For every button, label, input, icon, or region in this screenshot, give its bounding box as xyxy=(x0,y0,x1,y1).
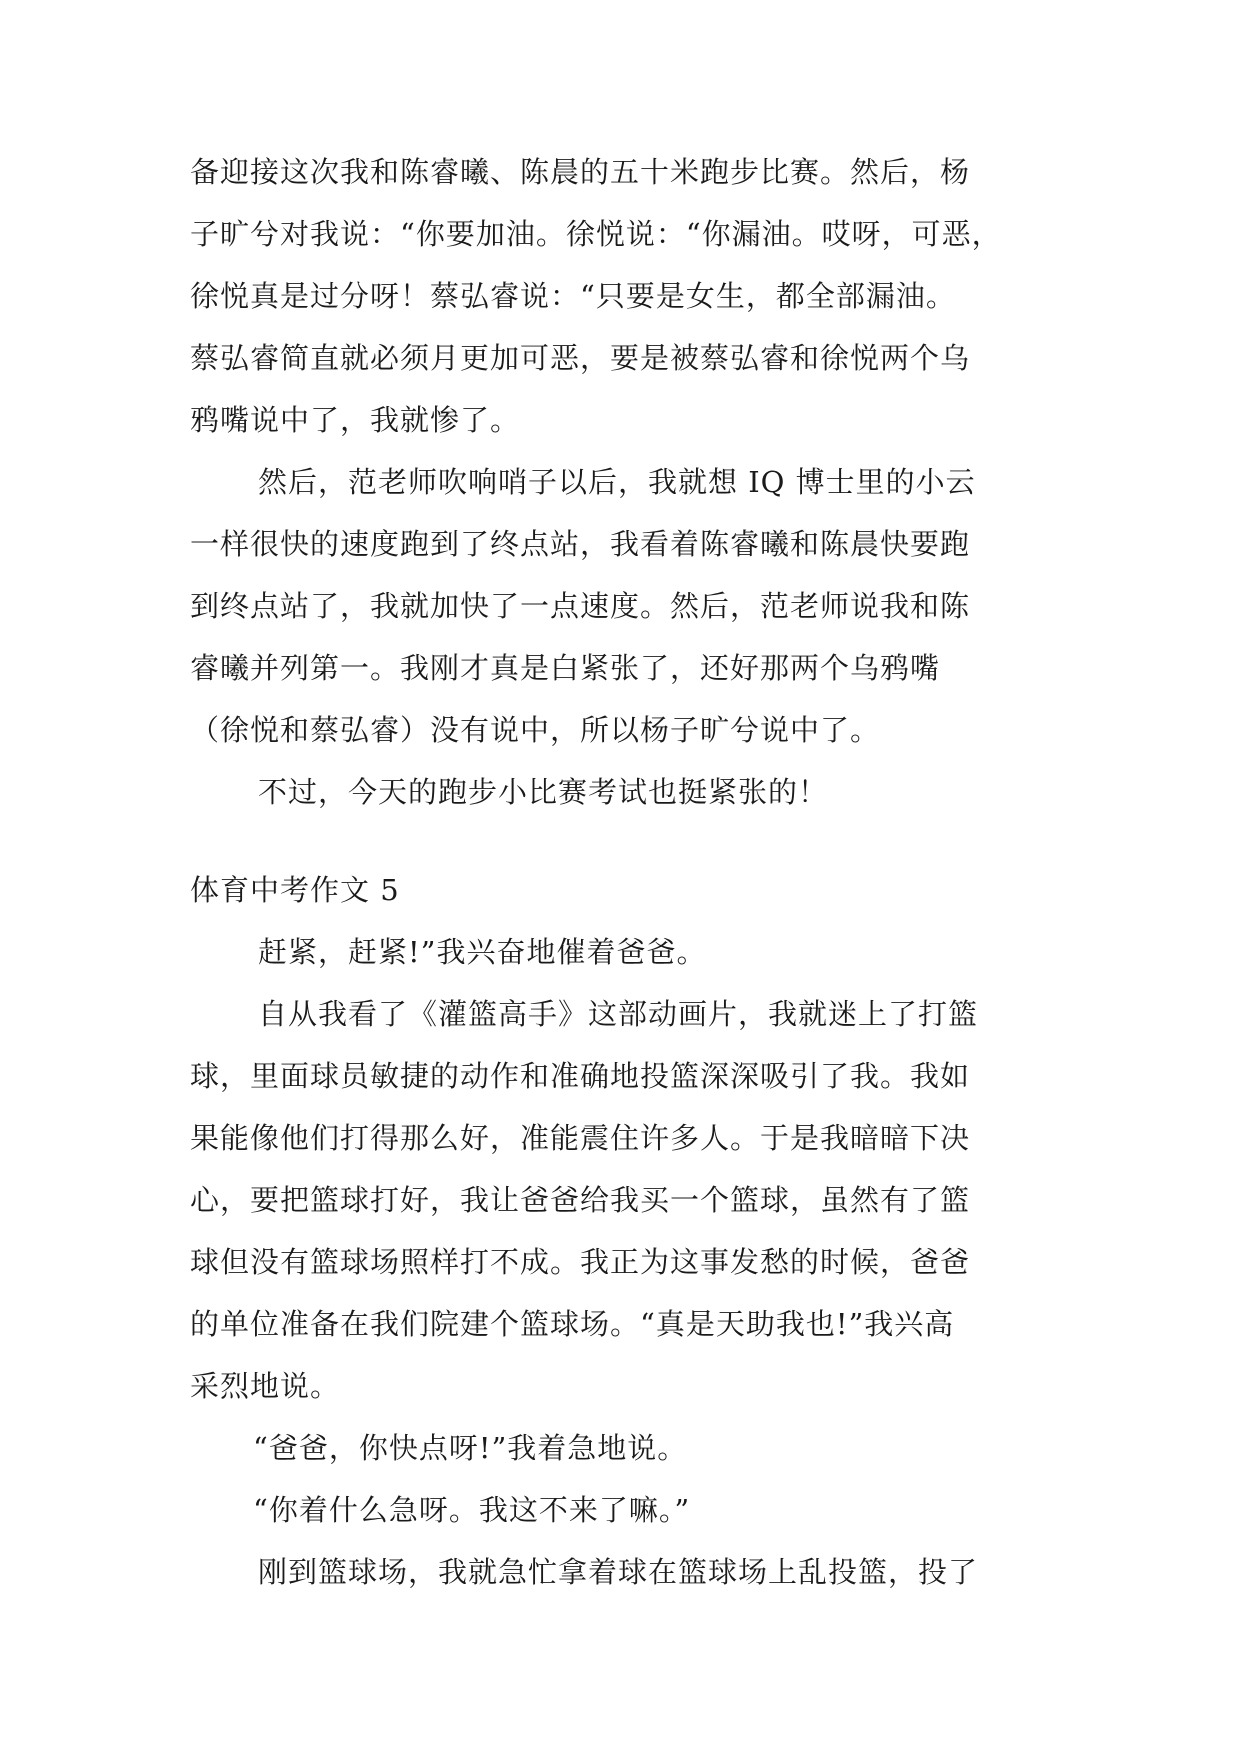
paragraph-line: 心，要把篮球打好，我让爸爸给我买一个篮球，虽然有了篮 xyxy=(190,1183,971,1217)
paragraph-line: 采烈地说。 xyxy=(190,1369,341,1403)
paragraph-line: 赶紧，赶紧!”我兴奋地催着爸爸。 xyxy=(258,935,707,969)
paragraph-line: “爸爸，你快点呀!”我着急地说。 xyxy=(253,1431,688,1465)
paragraph-line: 球，里面球员敏捷的动作和准确地投篮深深吸引了我。我如 xyxy=(190,1059,971,1093)
paragraph-line: 一样很快的速度跑到了终点站，我看着陈睿曦和陈晨快要跑 xyxy=(190,527,971,561)
paragraph-line: 果能像他们打得那么好，准能震住许多人。于是我暗暗下决 xyxy=(190,1121,971,1155)
paragraph-line: 自从我看了《灌篮高手》这部动画片，我就迷上了打篮 xyxy=(258,997,979,1031)
paragraph-line: 到终点站了，我就加快了一点速度。然后，范老师说我和陈 xyxy=(190,589,971,623)
paragraph-line: 子旷兮对我说：“你要加油。徐悦说：“你漏油。哎呀，可恶， xyxy=(190,217,1002,251)
paragraph-line: 然后，范老师吹响哨子以后，我就想 IQ 博士里的小云 xyxy=(258,465,976,499)
paragraph-line: 的单位准备在我们院建个篮球场。“真是天助我也!”我兴高 xyxy=(190,1307,955,1341)
paragraph-line: 刚到篮球场，我就急忙拿着球在篮球场上乱投篮，投了 xyxy=(258,1555,979,1589)
paragraph-line: 球但没有篮球场照样打不成。我正为这事发愁的时候，爸爸 xyxy=(190,1245,971,1279)
paragraph-line: （徐悦和蔡弘睿）没有说中，所以杨子旷兮说中了。 xyxy=(190,713,881,747)
paragraph-line: 徐悦真是过分呀！蔡弘睿说：“只要是女生，都全部漏油。 xyxy=(190,279,956,313)
paragraph-line: 鸦嘴说中了，我就惨了。 xyxy=(190,403,521,437)
section-heading: 体育中考作文 5 xyxy=(190,873,400,907)
paragraph-line: 蔡弘睿简直就必须月更加可恶，要是被蔡弘睿和徐悦两个乌 xyxy=(190,341,971,375)
paragraph-line: 不过，今天的跑步小比赛考试也挺紧张的！ xyxy=(258,775,829,809)
paragraph-line: “你着什么急呀。我这不来了嘛。” xyxy=(253,1493,691,1527)
paragraph-line: 备迎接这次我和陈睿曦、陈晨的五十米跑步比赛。然后，杨 xyxy=(190,155,971,189)
paragraph-line: 睿曦并列第一。我刚才真是白紧张了，还好那两个乌鸦嘴 xyxy=(190,651,941,685)
